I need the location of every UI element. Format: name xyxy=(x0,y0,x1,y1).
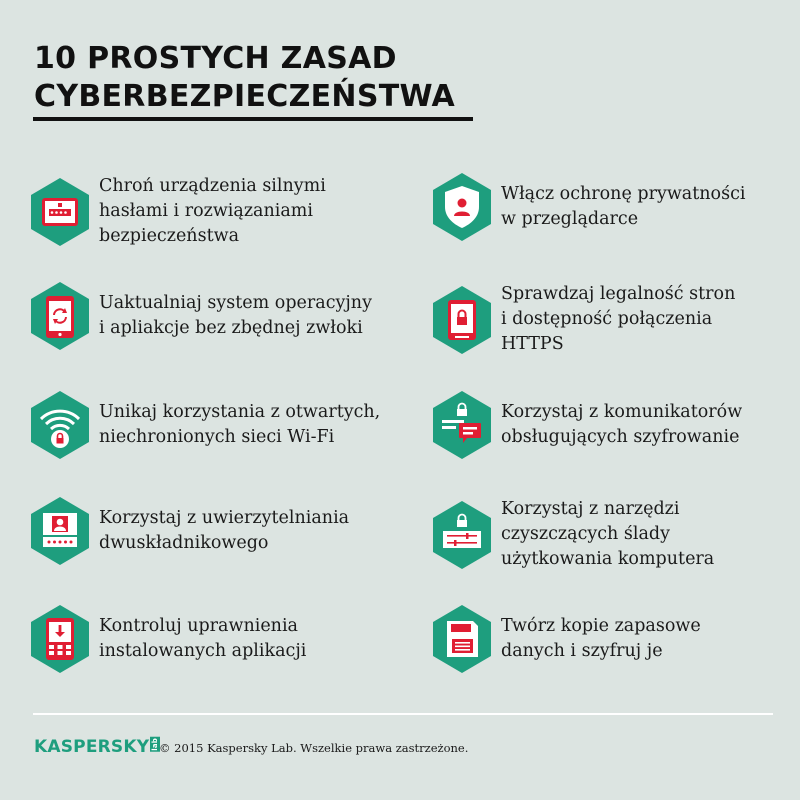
rule-item-9 xyxy=(31,605,306,673)
rule-text-line: czyszczących ślady xyxy=(501,524,670,544)
kaspersky-logo xyxy=(34,737,160,757)
rule-item-1 xyxy=(31,174,326,249)
rule-text xyxy=(501,400,742,450)
rule-text xyxy=(501,282,735,357)
rule-text-line: Uaktualniaj system operacyjny xyxy=(99,293,372,313)
app-permissions-icon xyxy=(31,605,89,673)
browser-shield-icon xyxy=(433,173,491,241)
wifi-lock-icon xyxy=(31,391,89,459)
two-factor-icon xyxy=(31,497,89,565)
rule-item-4 xyxy=(433,282,735,357)
rule-text-line: i dostępność połączenia xyxy=(501,309,713,329)
title-underline xyxy=(33,117,473,121)
rule-text xyxy=(99,400,380,450)
rule-text-line: Włącz ochronę prywatności xyxy=(501,184,746,204)
rule-item-8 xyxy=(433,497,714,572)
rule-text-line: Twórz kopie zapasowe xyxy=(501,616,701,636)
copyright-notice: © 2015 Kaspersky Lab. Wszelkie prawa zastrzeżone. xyxy=(159,741,469,755)
https-lock-icon xyxy=(433,286,491,354)
page-title xyxy=(34,40,455,116)
rule-item-5 xyxy=(31,391,380,459)
rule-text-line: Korzystaj z komunikatorów xyxy=(501,402,743,422)
rule-text xyxy=(501,614,701,664)
rule-text-line: Korzystaj z narzędzi xyxy=(501,499,680,519)
rule-text-line: HTTPS xyxy=(501,334,564,354)
rule-item-7 xyxy=(31,497,349,565)
rule-text-line: Sprawdzaj legalność stron xyxy=(501,284,736,304)
rule-text-line: hasłami i rozwiązaniami xyxy=(99,201,313,221)
page-title-line-2: CYBERBEZPIECZEŃSTWA xyxy=(34,79,456,114)
rule-text-line: danych i szyfruj je xyxy=(501,641,663,661)
rule-item-10 xyxy=(433,605,701,673)
rule-text xyxy=(99,291,372,341)
page-title-line-1: 10 PROSTYCH ZASAD xyxy=(34,41,397,76)
rule-text xyxy=(99,174,326,249)
rule-item-2 xyxy=(433,173,745,241)
rule-text-line: instalowanych aplikacji xyxy=(99,641,307,661)
rule-text xyxy=(99,506,349,556)
backup-floppy-icon xyxy=(433,605,491,673)
rule-text-line: Unikaj korzystania z otwartych, xyxy=(99,402,381,422)
rule-text-line: obsługujących szyfrowanie xyxy=(501,427,740,447)
rule-text-line: użytkowania komputera xyxy=(501,549,715,569)
rule-text xyxy=(99,614,306,664)
rule-text-line: Chroń urządzenia silnymi xyxy=(99,176,326,196)
rule-text-line: dwuskładnikowego xyxy=(99,533,269,553)
logo-text: KASPERSKY xyxy=(34,737,150,757)
rule-text-line: Korzystaj z uwierzytelniania xyxy=(99,508,350,528)
rule-text-line: Kontroluj uprawnienia xyxy=(99,616,298,636)
device-update-icon xyxy=(31,282,89,350)
rule-text xyxy=(501,497,714,572)
device-password-icon xyxy=(31,178,89,246)
cleaner-sliders-icon xyxy=(433,501,491,569)
rule-text-line: niechronionych sieci Wi-Fi xyxy=(99,427,335,447)
encrypted-chat-icon xyxy=(433,391,491,459)
rule-text xyxy=(501,182,745,232)
footer-divider xyxy=(33,713,773,715)
rule-text-line: w przeglądarce xyxy=(501,209,639,229)
rule-text-line: i apliakcje bez zbędnej zwłoki xyxy=(99,318,363,338)
rule-text-line: bezpieczeństwa xyxy=(99,226,240,246)
rule-item-6 xyxy=(433,391,742,459)
logo-lab-badge: lab xyxy=(151,738,160,751)
rule-item-3 xyxy=(31,282,372,350)
